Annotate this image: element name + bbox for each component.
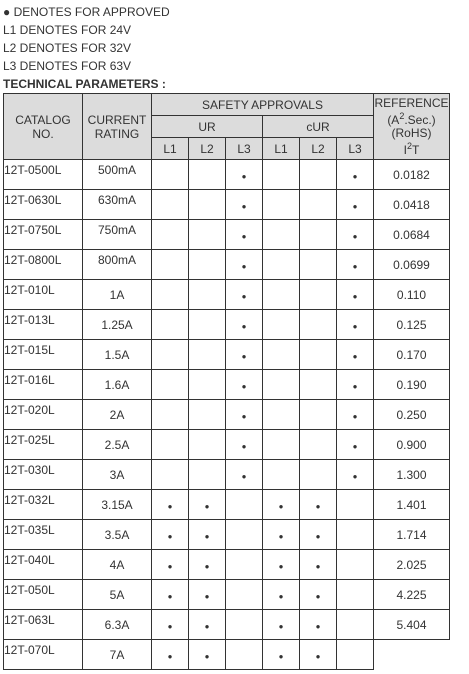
current-rating-cell: 3A — [83, 460, 152, 490]
approved-dot-icon: ● — [241, 291, 247, 301]
approval-cur-l2-cell — [300, 220, 337, 250]
reference-header — [374, 94, 450, 160]
approval-ur-l3-cell — [226, 280, 263, 310]
current-rating-cell: 7A — [83, 640, 152, 670]
approved-dot-icon: ● — [352, 261, 358, 271]
approval-ur-l2-cell — [189, 520, 226, 550]
approval-ur-l1-cell — [152, 250, 189, 280]
reference-header-a-sup: 2 — [399, 110, 405, 121]
approval-ur-l2-cell — [189, 340, 226, 370]
approval-ur-l3-cell — [226, 250, 263, 280]
approval-cur-l2-cell — [300, 310, 337, 340]
current-rating-cell: 1.5A — [83, 340, 152, 370]
approved-dot-icon: ● — [352, 201, 358, 211]
note-approved: ● DENOTES FOR APPROVED — [3, 5, 170, 19]
sub-header-cur-l3: L3 — [337, 138, 374, 160]
approval-cur-l3-cell — [337, 520, 374, 550]
approval-cur-l2-cell — [300, 400, 337, 430]
approval-ur-l2-cell — [189, 550, 226, 580]
table-row — [4, 160, 450, 190]
approval-ur-l1-cell — [152, 400, 189, 430]
table-row — [4, 400, 450, 430]
approval-cur-l3-cell — [337, 460, 374, 490]
catalog-cell: 12T-015L — [4, 340, 83, 370]
approved-dot-icon: ● — [278, 591, 284, 601]
approval-ur-l1-cell — [152, 370, 189, 400]
approval-ur-l3-cell — [226, 160, 263, 190]
table-row — [4, 190, 450, 220]
approval-ur-l1-cell — [152, 430, 189, 460]
catalog-cell: 12T-010L — [4, 280, 83, 310]
approval-cur-l1-cell — [263, 520, 300, 550]
approval-cur-l3-cell — [337, 550, 374, 580]
approval-ur-l2-cell — [189, 580, 226, 610]
approval-ur-l3-cell — [226, 190, 263, 220]
approved-dot-icon: ● — [315, 591, 321, 601]
table-row — [4, 640, 450, 670]
approval-cur-l1-cell — [263, 580, 300, 610]
approval-cur-l2-cell — [300, 460, 337, 490]
approved-dot-icon: ● — [167, 531, 173, 541]
approved-dot-icon: ● — [352, 441, 358, 451]
sub-header-cur-l2: L2 — [300, 138, 337, 160]
approval-cur-l2-cell — [300, 280, 337, 310]
approval-ur-l1-cell — [152, 220, 189, 250]
approval-cur-l1-cell — [263, 340, 300, 370]
reference-cell: 0.250 — [374, 400, 450, 430]
approved-dot-icon: ● — [352, 231, 358, 241]
approval-ur-l1-cell — [152, 460, 189, 490]
approval-ur-l3-cell — [226, 520, 263, 550]
approved-dot-icon: ● — [241, 411, 247, 421]
approval-cur-l2-cell — [300, 250, 337, 280]
approved-dot-icon: ● — [352, 171, 358, 181]
approved-dot-icon: ● — [278, 501, 284, 511]
approved-dot-icon: ● — [241, 261, 247, 271]
approval-ur-l3-cell — [226, 490, 263, 520]
table-row — [4, 280, 450, 310]
approval-cur-l1-cell — [263, 220, 300, 250]
approval-ur-l1-cell — [152, 640, 189, 670]
approved-dot-icon: ● — [352, 411, 358, 421]
approved-dot-icon: ● — [315, 501, 321, 511]
approval-ur-l1-cell — [152, 520, 189, 550]
reference-cell: 0.0418 — [374, 190, 450, 220]
approved-dot-icon: ● — [167, 501, 173, 511]
table-row — [4, 430, 450, 460]
current-rating-cell: 6.3A — [83, 610, 152, 640]
ur-header: UR — [152, 116, 263, 138]
approved-dot-icon: ● — [241, 471, 247, 481]
approved-dot-icon: ● — [204, 621, 210, 631]
catalog-cell: 12T-035L — [4, 520, 83, 550]
approval-ur-l2-cell — [189, 220, 226, 250]
catalog-cell: 12T-016L — [4, 370, 83, 400]
approval-cur-l3-cell — [337, 400, 374, 430]
approval-ur-l1-cell — [152, 160, 189, 190]
current-rating-cell: 750mA — [83, 220, 152, 250]
approval-ur-l3-cell — [226, 580, 263, 610]
approved-dot-icon: ● — [278, 651, 284, 661]
technical-parameters-table — [3, 93, 450, 670]
approval-cur-l1-cell — [263, 490, 300, 520]
note-l1: L1 DENOTES FOR 24V — [3, 23, 132, 37]
approval-ur-l2-cell — [189, 280, 226, 310]
current-rating-cell: 2.5A — [83, 430, 152, 460]
approval-cur-l2-cell — [300, 580, 337, 610]
approval-cur-l2-cell — [300, 550, 337, 580]
current-rating-cell: 1A — [83, 280, 152, 310]
reference-cell: 1.300 — [374, 460, 450, 490]
sub-header-cur-l1: L1 — [263, 138, 300, 160]
approval-cur-l3-cell — [337, 430, 374, 460]
approved-dot-icon: ● — [241, 351, 247, 361]
approved-dot-icon: ● — [167, 651, 173, 661]
catalog-cell: 12T-0630L — [4, 190, 83, 220]
catalog-cell: 12T-020L — [4, 400, 83, 430]
table-row — [4, 610, 450, 640]
approved-dot-icon: ● — [315, 651, 321, 661]
approved-dot-icon: ● — [241, 201, 247, 211]
approval-cur-l2-cell — [300, 610, 337, 640]
safety-approvals-header: SAFETY APPROVALS — [152, 94, 374, 116]
table-row — [4, 250, 450, 280]
current-rating-cell: 4A — [83, 550, 152, 580]
catalog-header-line2: NO. — [32, 126, 54, 141]
table-row — [4, 220, 450, 250]
catalog-header — [4, 94, 83, 160]
reference-header-sec: .Sec.) — [404, 112, 436, 127]
current-rating-cell: 3.15A — [83, 490, 152, 520]
reference-cell: 0.190 — [374, 370, 450, 400]
approval-cur-l2-cell — [300, 640, 337, 670]
approved-dot-icon: ● — [241, 441, 247, 451]
current-rating-cell: 5A — [83, 580, 152, 610]
approval-cur-l3-cell — [337, 370, 374, 400]
table-row — [4, 460, 450, 490]
approval-cur-l1-cell — [263, 160, 300, 190]
approval-ur-l2-cell — [189, 250, 226, 280]
approval-ur-l3-cell — [226, 550, 263, 580]
current-header — [83, 94, 152, 160]
approval-ur-l3-cell — [226, 310, 263, 340]
approval-cur-l2-cell — [300, 160, 337, 190]
reference-cell: 0.110 — [374, 280, 450, 310]
note-l2: L2 DENOTES FOR 32V — [3, 41, 132, 55]
approval-cur-l2-cell — [300, 520, 337, 550]
approved-dot-icon: ● — [278, 621, 284, 631]
current-rating-cell: 3.5A — [83, 520, 152, 550]
approval-ur-l2-cell — [189, 310, 226, 340]
approval-cur-l1-cell — [263, 250, 300, 280]
current-rating-cell: 630mA — [83, 190, 152, 220]
reference-cell: 0.170 — [374, 340, 450, 370]
approval-cur-l3-cell — [337, 610, 374, 640]
catalog-cell: 12T-070L — [4, 640, 83, 670]
approval-ur-l3-cell — [226, 640, 263, 670]
approval-cur-l3-cell — [337, 250, 374, 280]
reference-cell — [374, 640, 450, 670]
approved-dot-icon: ● — [204, 531, 210, 541]
table-row — [4, 580, 450, 610]
approval-cur-l3-cell — [337, 490, 374, 520]
approval-ur-l2-cell — [189, 370, 226, 400]
approval-ur-l2-cell — [189, 610, 226, 640]
catalog-cell: 12T-040L — [4, 550, 83, 580]
approved-dot-icon: ● — [241, 171, 247, 181]
approval-cur-l1-cell — [263, 550, 300, 580]
approval-ur-l2-cell — [189, 430, 226, 460]
approved-dot-icon: ● — [315, 531, 321, 541]
catalog-cell: 12T-032L — [4, 490, 83, 520]
approval-ur-l1-cell — [152, 610, 189, 640]
approval-cur-l3-cell — [337, 280, 374, 310]
reference-cell: 0.125 — [374, 310, 450, 340]
approved-dot-icon: ● — [167, 561, 173, 571]
catalog-cell: 12T-050L — [4, 580, 83, 610]
approval-cur-l3-cell — [337, 580, 374, 610]
sub-header-ur-l2: L2 — [189, 138, 226, 160]
approval-cur-l3-cell — [337, 160, 374, 190]
table-row — [4, 520, 450, 550]
catalog-cell: 12T-0800L — [4, 250, 83, 280]
reference-header-line1: REFERENCE — [374, 95, 449, 110]
approval-cur-l3-cell — [337, 310, 374, 340]
approval-cur-l1-cell — [263, 370, 300, 400]
approval-cur-l3-cell — [337, 220, 374, 250]
current-rating-cell: 2A — [83, 400, 152, 430]
table-row — [4, 340, 450, 370]
reference-header-i-sup: 2 — [406, 140, 412, 151]
approved-dot-icon: ● — [241, 381, 247, 391]
reference-cell: 1.401 — [374, 490, 450, 520]
approval-cur-l2-cell — [300, 190, 337, 220]
approval-ur-l2-cell — [189, 190, 226, 220]
approval-ur-l1-cell — [152, 280, 189, 310]
approval-ur-l3-cell — [226, 610, 263, 640]
table-row — [4, 310, 450, 340]
approved-dot-icon: ● — [204, 501, 210, 511]
approved-dot-icon: ● — [315, 621, 321, 631]
approval-cur-l1-cell — [263, 460, 300, 490]
reference-cell: 1.714 — [374, 520, 450, 550]
approval-cur-l1-cell — [263, 640, 300, 670]
catalog-cell: 12T-0500L — [4, 160, 83, 190]
approval-cur-l1-cell — [263, 190, 300, 220]
sub-header-ur-l1: L1 — [152, 138, 189, 160]
approved-dot-icon: ● — [352, 351, 358, 361]
approval-cur-l2-cell — [300, 490, 337, 520]
reference-cell: 0.0182 — [374, 160, 450, 190]
approved-dot-icon: ● — [352, 321, 358, 331]
approval-ur-l3-cell — [226, 400, 263, 430]
approval-ur-l1-cell — [152, 550, 189, 580]
catalog-cell: 12T-0750L — [4, 220, 83, 250]
approval-ur-l3-cell — [226, 430, 263, 460]
reference-header-rohs: (RoHS) — [391, 125, 432, 140]
approval-cur-l2-cell — [300, 370, 337, 400]
approval-ur-l3-cell — [226, 220, 263, 250]
approval-ur-l1-cell — [152, 490, 189, 520]
reference-cell: 4.225 — [374, 580, 450, 610]
table-row — [4, 490, 450, 520]
approved-dot-icon: ● — [352, 291, 358, 301]
catalog-cell: 12T-013L — [4, 310, 83, 340]
catalog-cell: 12T-063L — [4, 610, 83, 640]
approval-cur-l1-cell — [263, 430, 300, 460]
catalog-header-line1: CATALOG — [15, 112, 71, 127]
approved-dot-icon: ● — [352, 471, 358, 481]
current-rating-cell: 800mA — [83, 250, 152, 280]
reference-cell: 0.900 — [374, 430, 450, 460]
note-l3: L3 DENOTES FOR 63V — [3, 59, 132, 73]
approval-ur-l2-cell — [189, 640, 226, 670]
approval-ur-l3-cell — [226, 340, 263, 370]
approval-ur-l2-cell — [189, 490, 226, 520]
approved-dot-icon: ● — [278, 531, 284, 541]
approval-ur-l2-cell — [189, 400, 226, 430]
approved-dot-icon: ● — [278, 561, 284, 571]
approval-cur-l2-cell — [300, 340, 337, 370]
reference-cell: 0.0684 — [374, 220, 450, 250]
legend-notes — [3, 3, 170, 93]
table-body — [4, 160, 450, 670]
current-rating-cell: 1.25A — [83, 310, 152, 340]
approval-ur-l3-cell — [226, 370, 263, 400]
catalog-cell: 12T-025L — [4, 430, 83, 460]
approval-cur-l1-cell — [263, 610, 300, 640]
approved-dot-icon: ● — [204, 561, 210, 571]
current-rating-cell: 1.6A — [83, 370, 152, 400]
table-row — [4, 550, 450, 580]
approval-cur-l1-cell — [263, 400, 300, 430]
approved-dot-icon: ● — [241, 231, 247, 241]
approved-dot-icon: ● — [241, 321, 247, 331]
reference-cell: 2.025 — [374, 550, 450, 580]
approval-ur-l2-cell — [189, 460, 226, 490]
current-header-line1: CURRENT — [87, 112, 147, 127]
reference-header-i: I — [403, 142, 407, 157]
approval-cur-l3-cell — [337, 190, 374, 220]
reference-header-t: T — [412, 142, 420, 157]
approval-ur-l3-cell — [226, 460, 263, 490]
approval-cur-l2-cell — [300, 430, 337, 460]
approved-dot-icon: ● — [204, 651, 210, 661]
approved-dot-icon: ● — [352, 381, 358, 391]
reference-header-a: (A — [387, 112, 400, 127]
cur-header: cUR — [263, 116, 374, 138]
approved-dot-icon: ● — [167, 591, 173, 601]
approval-cur-l1-cell — [263, 310, 300, 340]
approval-ur-l1-cell — [152, 310, 189, 340]
approved-dot-icon: ● — [204, 591, 210, 601]
approved-dot-icon: ● — [167, 621, 173, 631]
approval-cur-l3-cell — [337, 640, 374, 670]
catalog-cell: 12T-030L — [4, 460, 83, 490]
approval-ur-l2-cell — [189, 160, 226, 190]
approval-ur-l1-cell — [152, 340, 189, 370]
reference-cell: 0.0699 — [374, 250, 450, 280]
approval-ur-l1-cell — [152, 190, 189, 220]
current-header-line2: RATING — [94, 126, 140, 141]
current-rating-cell: 500mA — [83, 160, 152, 190]
approval-cur-l1-cell — [263, 280, 300, 310]
approval-cur-l3-cell — [337, 340, 374, 370]
sub-header-ur-l3: L3 — [226, 138, 263, 160]
approval-ur-l1-cell — [152, 580, 189, 610]
technical-parameters-heading: TECHNICAL PARAMETERS : — [3, 77, 166, 91]
reference-cell: 5.404 — [374, 610, 450, 640]
approved-dot-icon: ● — [315, 561, 321, 571]
table-row — [4, 370, 450, 400]
